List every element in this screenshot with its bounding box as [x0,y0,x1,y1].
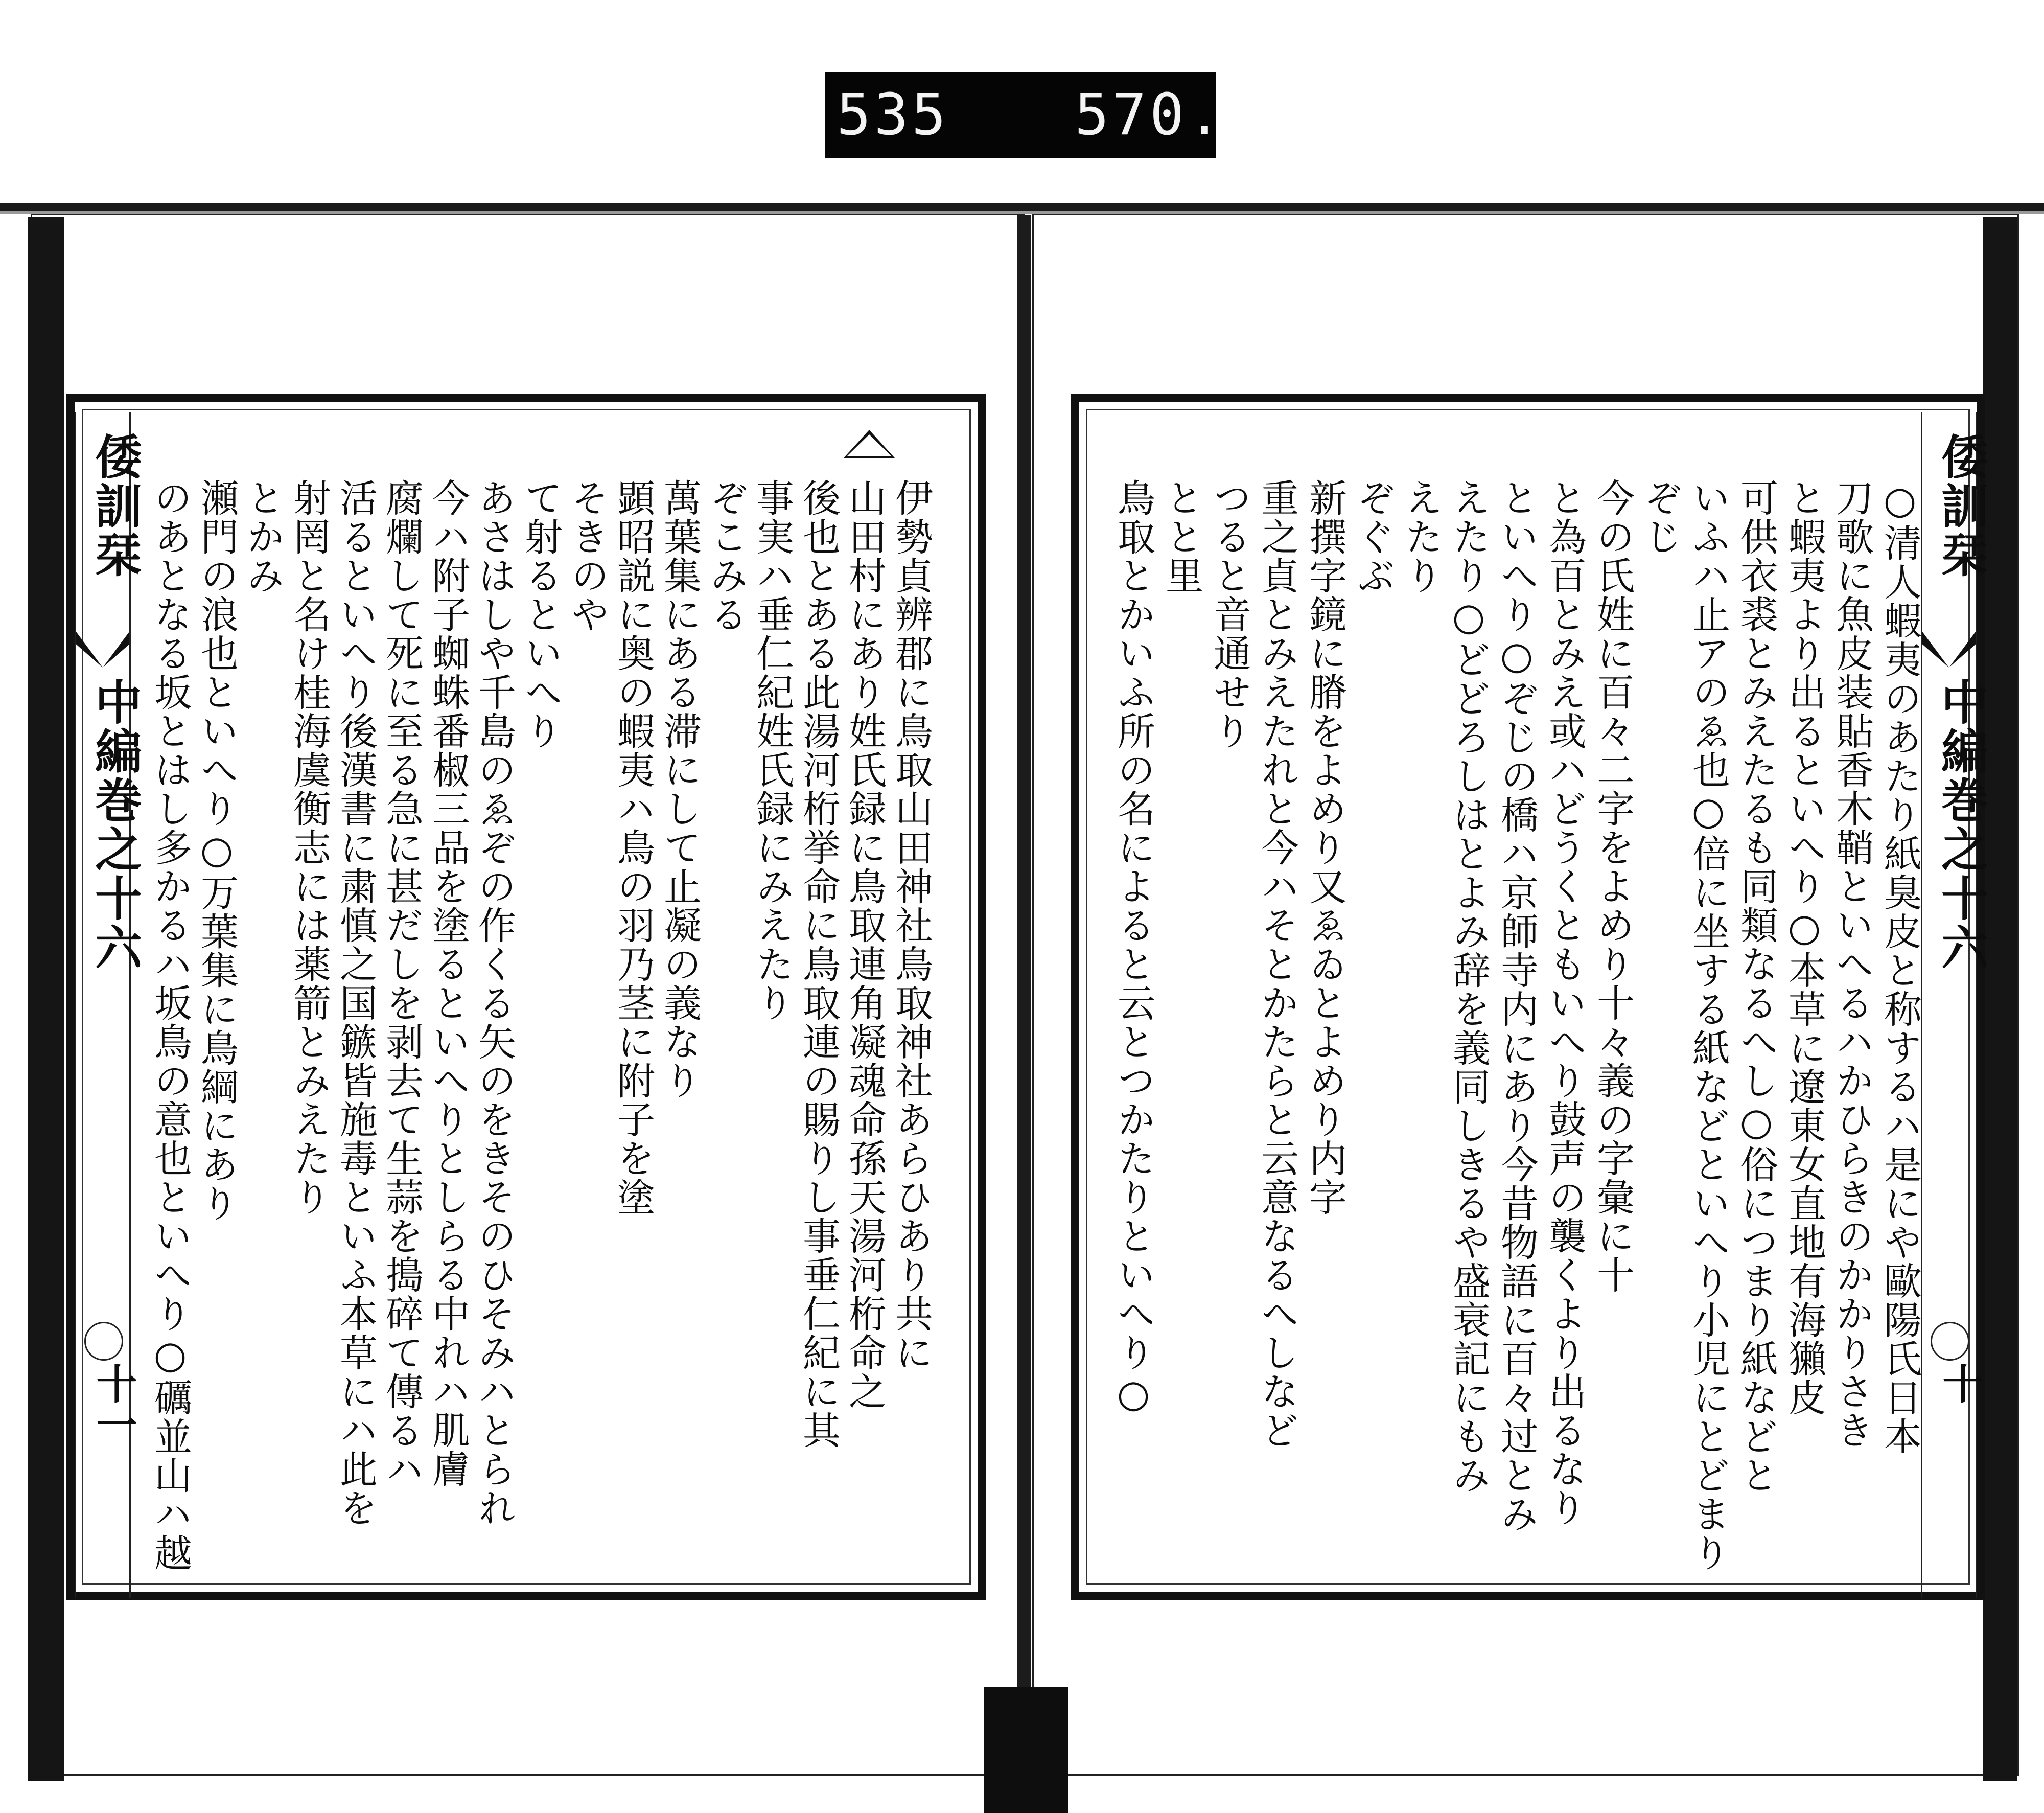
left-page-text-column: 後也とある此湯河桁挙命に鳥取連の賜りし事垂仁紀に其 [797,478,841,1450]
right-page-text-column: ぞじ [1638,478,1682,556]
right-folio-number: 十 [1936,1363,1984,1404]
right-page-text-block [1071,394,1989,1600]
right-page-text-column: ○清人蝦夷のあたり紙臭皮と称するハ是にや歐陽氏日本 [1878,478,1922,1456]
right-page-text-column: つると音通せり [1207,478,1251,750]
left-page-text-column: 活るといへり後漢書に粛慎之国鏃皆施毒といふ本草にハ此を [334,478,378,1527]
right-page-text-column: 鳥取とかいふ所の名によると云とつかたりといへり○ [1111,478,1155,1417]
left-page-text-column: 伊勢貞辨郡に鳥取山田神社鳥取神社あらひあり共に [889,478,933,1372]
right-page-text-column: いふハ止アのゑ也○倍に坐する紙などといへり小児にとどまり [1686,478,1730,1572]
left-page-text-column: 射罔と名け桂海虞衡志には薬箭とみえたり [287,478,331,1217]
left-hashira-title: 倭訓栞 [87,432,143,580]
folio-circle-icon [1931,1322,1969,1361]
gyobi-mark-icon [1922,632,1976,668]
right-page-text-column: えたり○どどろしはとよみ辞を義同しきるや盛衰記にもみ [1447,478,1491,1495]
gyobi-mark-icon [76,632,129,668]
left-page-text-column: 萬葉集にある滞にして止凝の義なり [658,478,702,1100]
gutter-shadow-block [984,1687,1068,1813]
left-page-text-column: とかみ [241,478,285,595]
left-page-text-column: 顕昭説に奥の蝦夷ハ鳥の羽乃茎に附子を塗 [611,478,655,1217]
left-outer-edge [28,217,64,1781]
right-page-text-column: 刀歌に魚皮装貼香木鞘といへるハかひらきのかかりさき [1830,478,1874,1450]
left-page-text-column: そきのや [565,478,609,634]
right-page-text-column: とと里 [1159,478,1203,595]
triangle-marker-inner [847,434,891,456]
right-hashira [1921,412,1989,1598]
left-hashira [75,412,143,1598]
right-page-text-column: えたり [1399,478,1443,595]
right-page-text-column: 重之貞とみえたれと今ハそとかたらと云意なるへしなど [1255,478,1299,1450]
left-page-text-column: 事実ハ垂仁紀姓氏録にみえたり [750,478,794,1022]
left-page-text-column: 山田村にあり姓氏録に鳥取連角凝魂命孫天湯河桁命之 [843,478,887,1411]
right-page-text-column: といへり○ぞじの橋ハ京師寺内にあり今昔物語に百々过とみ [1495,478,1539,1533]
left-hashira-subtitle: 中編巻之十六 [87,678,143,972]
book-gutter [1017,215,1031,1769]
left-page-text-column: て射るといへり [519,478,563,750]
frame-counter-label [825,72,1225,158]
left-page-text-column: のあとなる坂とはし多かるハ坂鳥の意也といへり○礪並山ハ越 [148,478,192,1572]
left-page-text-column: 腐爛して死に至る急に甚だしを剥去て生蒜を搗碎て傳るハ [380,478,424,1488]
right-page-text-column: と為百とみえ或ハどうくともいへり鼓声の襲くより出るなり [1543,478,1587,1527]
left-page-text-block [66,394,986,1600]
frame-number-left: 535 [837,82,949,148]
folio-circle-icon [84,1322,123,1361]
right-page-text-column: と蝦夷より出るといへり○本草に遼東女直地有海獺皮 [1782,478,1826,1417]
left-page-text-column: あさはしや千島のゑぞの作くる矢のをきそのひそみハとられ [472,478,516,1527]
right-page-text-column: 今の氏姓に百々二字をよめり十々義の字彙に十 [1591,478,1635,1294]
left-page-text-column: ぞこみる [704,478,748,634]
scan-top-edge [0,203,2044,211]
frame-number-right: 570. [1075,82,1225,148]
left-page-text-column: 今ハ附子蜘蛛番椒三品を塗るといへりとしらる中れハ肌膚 [426,478,470,1488]
right-hashira-subtitle: 中編巻之十六 [1934,678,1989,972]
left-folio-number: 十一 [89,1363,137,1444]
right-page-text-column: 新撰字鏡に膌をよめり又ゑゐとよめり内字 [1303,478,1347,1217]
left-page-text-column: 瀬門の浪也といへり○万葉集に鳥綱にあり [195,478,239,1223]
right-page-text-column: ぞぐぶ [1351,478,1395,595]
right-hashira-title: 倭訓栞 [1934,432,1989,580]
right-page-text-column: 可供衣裘とみえたるも同類なるへし○俗につまり紙などと [1734,478,1778,1495]
